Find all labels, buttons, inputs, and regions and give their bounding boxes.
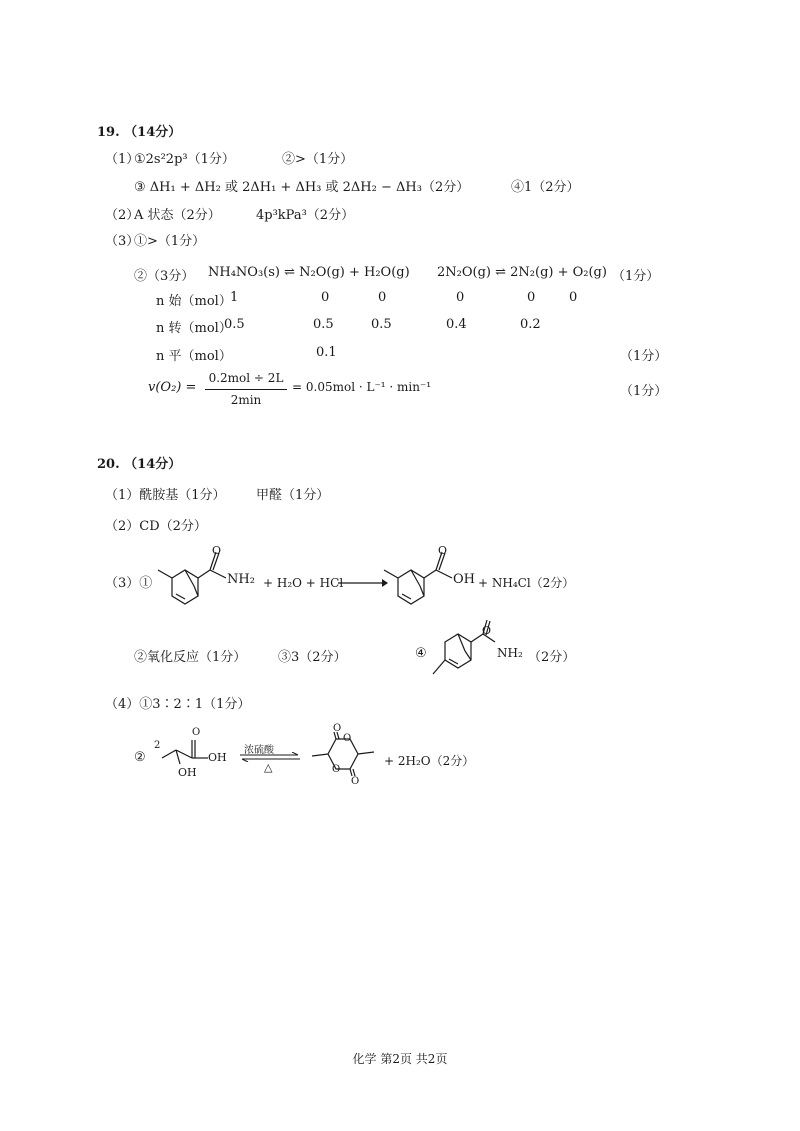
row-equilibrium-value: 0.1	[316, 345, 337, 360]
q19-part3-label: （3）	[105, 234, 140, 249]
row-change-value: 0.5	[371, 317, 392, 332]
row-change-label: n 转（mol）	[156, 321, 232, 336]
rate-score: （1分）	[620, 384, 668, 399]
amide-oxygen: O	[212, 544, 222, 557]
coefficient: 2	[154, 740, 161, 751]
row-start-value: 1	[230, 290, 239, 305]
row-equilibrium-label: n 平（mol）	[156, 349, 232, 364]
q20-part4-answer-a: （4）①3∶2∶1（1分）	[105, 697, 251, 712]
lactic-acid-oh: OH	[208, 751, 227, 764]
equation-2: 2N₂O(g) ⇌ 2N₂(g) + O₂(g)	[437, 265, 607, 280]
q19-part2-answer-a: A 状态（2分）	[134, 208, 221, 223]
q19-part3-answer-a: ①>（1分）	[134, 234, 206, 249]
rate-lhs: v(O₂) =	[148, 380, 197, 395]
row-change-value: 0.5	[224, 317, 245, 332]
q19-part1-answer-b: ②>（1分）	[282, 152, 354, 167]
q19-part1-answer-a: ①2s²2p³（1分）	[134, 152, 235, 167]
isomer-score: （2分）	[528, 650, 576, 665]
q20-part3-label: （3）①	[105, 576, 153, 591]
isomer-nh2: NH₂	[497, 646, 523, 660]
acid-oxygen: O	[438, 544, 448, 557]
fraction-bar	[205, 389, 287, 390]
isomer-structure	[425, 620, 505, 688]
row-start-value: 0	[569, 290, 578, 305]
rate-denominator: 2min	[230, 393, 262, 407]
row-change-value: 0.2	[520, 317, 541, 332]
q20-part4-answer-b-label: ②	[134, 750, 146, 765]
row-equilibrium-score: （1分）	[620, 349, 668, 364]
lactide-oxygen-ring: O	[343, 733, 352, 744]
lactic-acid-oh-2: OH	[178, 766, 197, 779]
q20-header: 20. （14分）	[97, 457, 182, 472]
q20-part1-answer-b: 甲醛（1分）	[256, 488, 330, 503]
q20-part3-answer-d-label: ④	[415, 646, 427, 661]
lactic-acid-oxygen: O	[192, 727, 201, 738]
row-start-value: 0	[527, 290, 536, 305]
condition-heat: △	[264, 761, 273, 774]
lactide-oxygen-top: O	[333, 723, 342, 734]
rate-rhs: = 0.05mol · L⁻¹ · min⁻¹	[292, 380, 432, 394]
q19-part1-label: （1）	[105, 152, 140, 167]
q20-part3-answer-c: ③3（2分）	[278, 650, 347, 665]
isomer-oxygen: O	[482, 624, 492, 637]
row-start-value: 0	[456, 290, 465, 305]
equation-1: NH₄NO₃(s) ⇌ N₂O(g) + H₂O(g)	[208, 265, 410, 280]
q19-part1-answer-c: ③ ΔH₁ + ΔH₂ 或 2ΔH₁ + ΔH₃ 或 2ΔH₂ − ΔH₃（2分）	[134, 180, 470, 195]
row-change-value: 0.5	[313, 317, 334, 332]
products: + NH₄Cl（2分）	[478, 576, 575, 590]
page-footer: 化学 第2页 共2页	[352, 1052, 448, 1066]
reagents: + H₂O + HCl	[263, 576, 344, 590]
q19-part3-answer-b: ②（3分）	[134, 269, 195, 284]
lactide-products: + 2H₂O（2分）	[384, 754, 475, 768]
amide-nh2: NH₂	[227, 572, 255, 587]
q20-part3-answer-b: ②氧化反应（1分）	[134, 650, 247, 665]
row-start-value: 0	[378, 290, 387, 305]
q20-part1-answer-a: （1）酰胺基（1分）	[105, 488, 226, 503]
row-start-label: n 始（mol）	[156, 294, 232, 309]
rate-numerator: 0.2mol ÷ 2L	[208, 371, 284, 385]
lactide-oxygen-bottom: O	[351, 776, 360, 787]
q19-part1-answer-d: ④1（2分）	[511, 180, 580, 195]
q20-part2-answer: （2）CD（2分）	[105, 519, 207, 534]
acid-oh: OH	[453, 572, 475, 587]
row-start-value: 0	[321, 290, 330, 305]
q19-part2-label: （2）	[105, 208, 140, 223]
condition-catalyst: 浓硫酸	[244, 745, 274, 756]
equation-score: （1分）	[612, 269, 660, 284]
row-change-value: 0.4	[446, 317, 467, 332]
lactide-oxygen-ring: O	[332, 764, 341, 775]
q19-header: 19. （14分）	[97, 125, 182, 140]
q19-part2-answer-b: 4p³kPa³（2分）	[256, 208, 355, 223]
